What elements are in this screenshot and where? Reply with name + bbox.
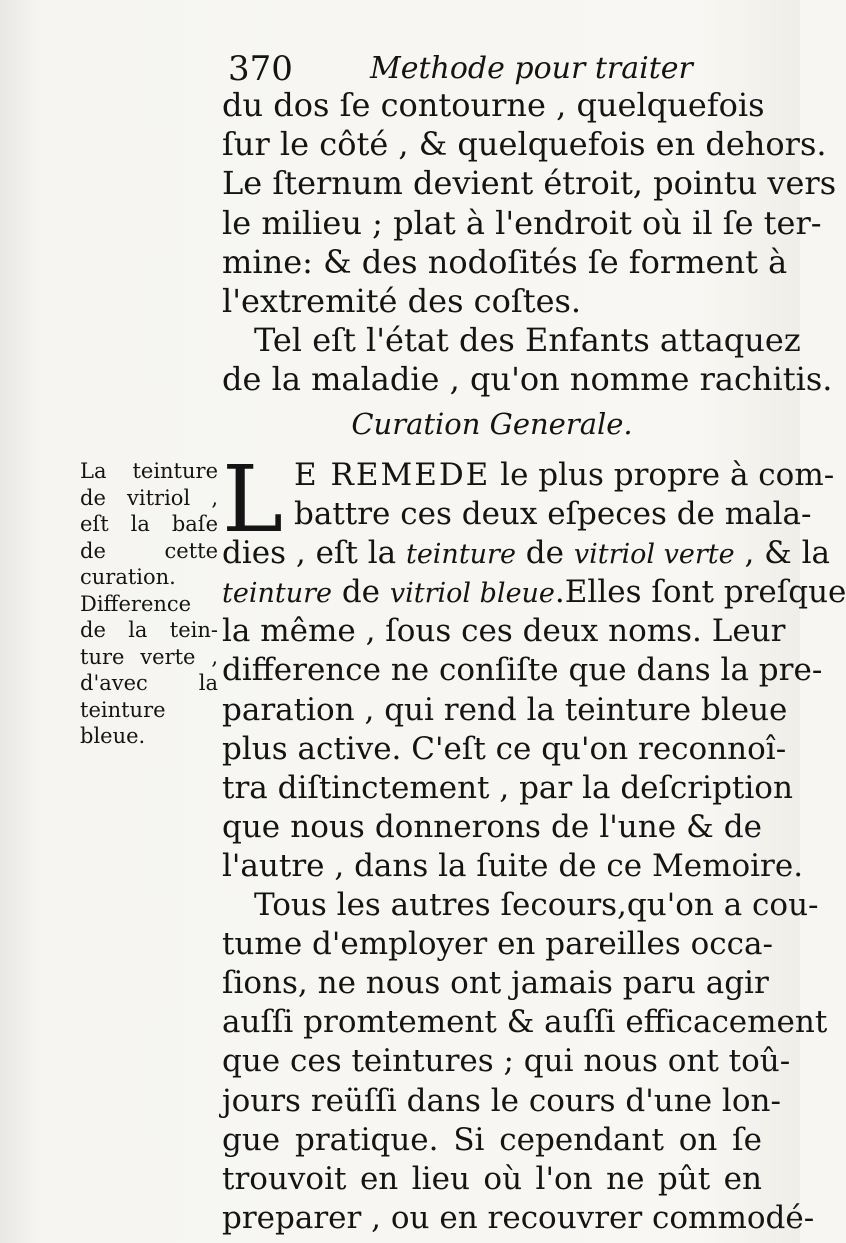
margin-note-line: La teinture [80,459,218,483]
text-line: trouvoit en lieu où l'on ne pût en [222,1160,762,1197]
text-span: de [515,535,574,572]
italic-span: teinture [405,539,516,571]
margin-note-line: d'avec la [80,671,218,695]
text-line: Tel eſt l'état des Enfants attaquez [254,321,801,360]
text-line: l'extremité des coſtes. [222,281,582,320]
small-caps-word: E REMEDE [294,457,491,493]
text-line: que nous donnerons de l'une & de [222,808,762,845]
section-title: Curation Generale. [351,407,633,441]
text-line: Le ſternum devient étroit, pointu vers [222,164,837,203]
text-line: l'autre , dans la ſuite de ce Memoire. [222,847,804,884]
text-line: difference ne conſiſte que dans la pre- [222,652,823,689]
margin-note-line: de vitriol , [80,485,218,510]
text-line: ſur le côté , & quelquefois en dehors. [222,125,827,164]
margin-note-line: bleue. [80,724,146,748]
text-line: plus active. C'eſt ce qu'on reconnoî- [222,730,787,767]
text-span: le plus propre à com- [490,457,835,493]
text-line: gue pratique. Si cependant on ſe [222,1121,762,1158]
text-line: battre ces deux eſpeces de mala- [294,496,812,533]
text-line: tume d'employer en pareilles occa- [222,926,773,963]
text-line [222,573,846,612]
running-head: Methode pour traiter [370,51,693,86]
drop-cap: L [222,446,284,553]
margin-note-line: ture verte , [80,644,218,669]
italic-span: vitriol bleue [389,578,555,610]
text-span: .Elles ſont preſque [554,574,846,611]
main-paragraphs [222,446,846,1238]
top-paragraphs [222,86,837,400]
margin-note-line: curation. [80,565,176,589]
margin-note-line: teinture [80,697,166,722]
margin-notes [80,458,218,750]
text-line [222,456,835,495]
text-span: , & la [734,535,831,572]
text-line: paration , qui rend la teinture bleue [222,691,788,728]
text-span: dies , eſt la [222,535,406,572]
text-line: de la maladie , qu'on nomme rachitis. [222,360,833,399]
text-span: de [331,574,390,611]
text-line: mine: & des nodoſités ſe forment à [222,242,788,281]
text-line: auſſi promtement & auſſi efficacement [222,1004,828,1041]
italic-span: teinture [222,578,332,610]
text-line: la même , ſous ces deux noms. Leur [222,613,786,650]
margin-note-line: de la tein- [80,618,218,642]
margin-note-line: eſt la baſe [80,512,218,536]
text-line: du dos ſe contourne , quelquefois [222,86,765,124]
italic-span: vitriol verte [573,539,735,571]
text-line: ſions, ne nous ont jamais paru agir [222,965,769,1002]
text-line [222,534,831,573]
text-line: tra diſtinctement , par la deſcription [222,769,793,806]
text-line: preparer , ou en recouvrer commodé- [222,1199,815,1236]
page-number: 370 [228,49,293,89]
margin-note-line: Difference [80,591,192,616]
text-line: Tous les autres ſecours,qu'on a cou- [254,887,819,924]
margin-note-line: de cette [80,538,218,563]
text-line: le milieu ; plat à l'endroit où il ſe ter- [222,203,822,242]
text-line: que ces teintures ; qui nous ont toû- [222,1043,791,1080]
text-line: jours reüſſi dans le cours d'une lon- [222,1082,781,1119]
